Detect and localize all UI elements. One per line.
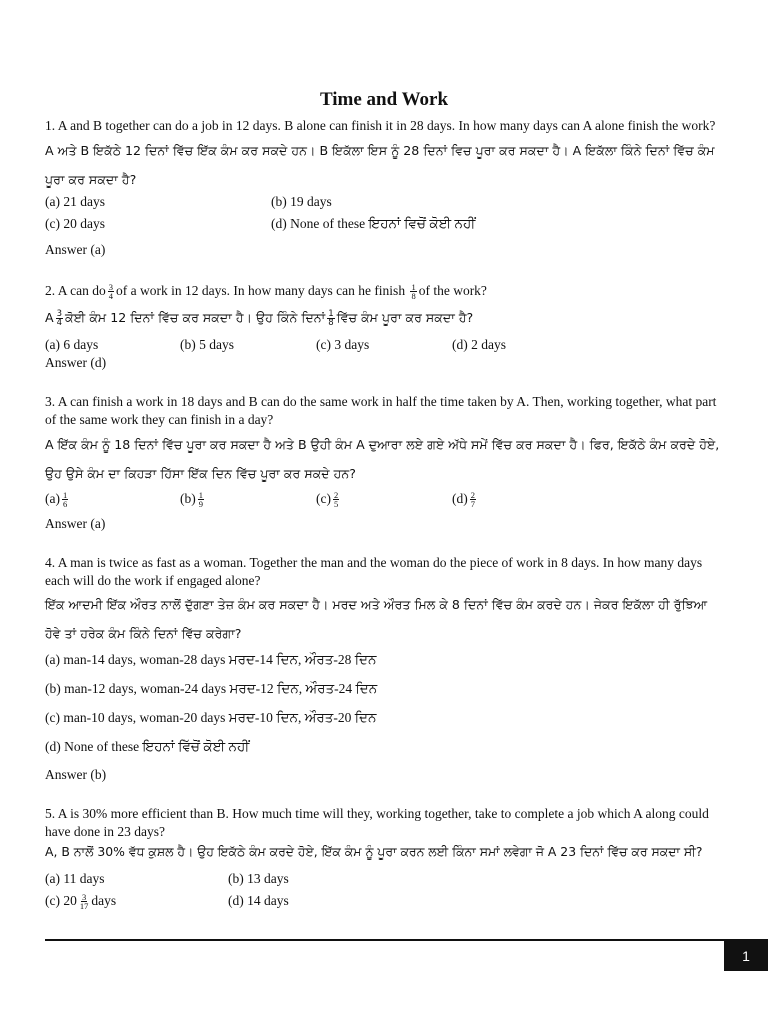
question-4-option-a: (a) man-14 days, woman-28 days ਮਰਦ-14 ਦਿਨ, ਔਰਤ-28 ਦਿਨ [45,652,377,667]
question-4-answer: Answer (b) [45,767,107,782]
question-2-option-a: (a) 6 days [45,337,99,352]
question-3-option-d: (d) $\frac{2}{7}$ [452,490,475,510]
question-2-option-d: (d) 2 days [452,337,506,352]
question-2-punjabi: A $\frac{3}{4}$ ਕੋਈ ਕੰਮ 12 ਦਿਨਾਂ ਵਿੱਚ ਕਰ ਸਕਦਾ ਹੈ। ਉਹ ਕਿੰਨੇ ਦਿਨਾਂ $\frac{1}{8}$ ਵਿੱਚ ਕੰਮ ਪੂਰਾ ਕਰ ਸਕਦਾ ਹੈ? [45,309,474,328]
fraction: $\frac{2}{7}$ [470,490,475,510]
question-3-answer: Answer (a) [45,516,106,531]
question-1-english: 1. A and B together can do a job in 12 days. B alone can finish it in 28 days. In how many days can A alone finish the work? [45,118,716,133]
question-4-option-d: (d) None of these ਇਹਨਾਂ ਵਿੱਚੋਂ ਕੋਈ ਨਹੀਂ [45,739,250,754]
question-1-answer: Answer (a) [45,242,106,257]
question-4-english: 4. A man is twice as fast as a woman. Together the man and the woman do the piece of work in 8 days. In how many days each will do the work if engaged alone? [45,555,703,588]
question-1-punjabi: A ਅਤੇ B ਇਕੱਠੇ 12 ਦਿਨਾਂ ਵਿੱਚ ਇੱਕ ਕੰਮ ਕਰ ਸਕਦੇ ਹਨ। B ਇਕੱਲਾ ਇਸ ਨੂੰ 28 ਦਿਨਾਂ ਵਿਚ ਪੂਰਾ ਕਰ ਸਕਦਾ ਹੈ। A ਇਕੱਲਾ ਕਿੰਨੇ ਦਿਨਾਂ ਵਿੱਚ ਕੰਮ ਪੂਰਾ ਕਰ ਸਕਦਾ ਹੈ? [45,143,715,187]
fraction: $\frac{1}{6}$ [62,490,68,510]
fraction: $\frac{2}{5}$ [333,490,339,510]
fraction: $\frac{1}{8}$ [411,282,416,302]
question-5-option-a: (a) 11 days [45,871,105,886]
question-2-option-b: (b) 5 days [180,337,234,352]
question-5-english: 5. A is 30% more efficient than B. How much time will they, working together, take to complete a job which A along could have done in 23 days? [45,806,709,839]
question-3-english: 3. A can finish a work in 18 days and B can do the same work in half the time taken by A. Then, working together, what part of the same work they can finish in a day? [45,394,717,427]
question-5-option-c: (c) 20 $\frac{3}{17}$ days [45,892,117,912]
question-1-option-d: (d) None of these ਇਹਨਾਂ ਵਿਚੋਂ ਕੋਈ ਨਹੀਂ [271,216,476,231]
page-number: 1 [724,940,768,971]
footer-rule [45,939,768,941]
question-4-option-c: (c) man-10 days, woman-20 days ਮਰਦ-10 ਦਿਨ, ਔਰਤ-20 ਦਿਨ [45,710,377,725]
fraction: $\frac{3}{4}$ [56,309,63,328]
question-2-english: 2. A can do $\frac{3}{4}$ of a work in 12 days. In how many days can he finish $\frac{1}{8}$ of the work? [45,282,487,302]
question-5-punjabi: A, B ਨਾਲੋਂ 30% ਵੱਧ ਕੁਸ਼ਲ ਹੈ। ਉਹ ਇਕੱਠੇ ਕੰਮ ਕਰਦੇ ਹੋਏ, ਇੱਕ ਕੰਮ ਨੂੰ ਪੂਰਾ ਕਰਨ ਲਈ ਕਿੰਨਾ ਸਮਾਂ ਲਵੇਗਾ ਜੋ A 23 ਦਿਨਾਂ ਵਿੱਚ ਕਰ ਸਕਦਾ ਸੀ? [45,844,703,859]
question-5-option-d: (d) 14 days [228,893,289,908]
question-2-option-c: (c) 3 days [316,337,370,352]
fraction: $\frac{1}{9}$ [198,490,203,510]
question-5-option-b: (b) 13 days [228,871,289,886]
question-4-option-b: (b) man-12 days, woman-24 days ਮਰਦ-12 ਦਿਨ, ਔਰਤ-24 ਦਿਨ [45,681,378,696]
question-4-punjabi: ਇੱਕ ਆਦਮੀ ਇੱਕ ਔਰਤ ਨਾਲੋਂ ਦੁੱਗਣਾ ਤੇਜ਼ ਕੰਮ ਕਰ ਸਕਦਾ ਹੈ। ਮਰਦ ਅਤੇ ਔਰਤ ਮਿਲ ਕੇ 8 ਦਿਨਾਂ ਵਿੱਚ ਕੰਮ ਕਰਦੇ ਹਨ। ਜੇਕਰ ਇਕੱਲਾ ਹੀ ਰੁੱਝਿਆ ਹੋਵੇ ਤਾਂ ਹਰੇਕ ਕੰਮ ਕਿੰਨੇ ਦਿਨਾਂ ਵਿੱਚ ਕਰੇਗਾ? [45,597,708,641]
fraction: $\frac{1}{8}$ [328,309,334,328]
question-1-option-b: (b) 19 days [271,194,332,209]
question-3-option-b: (b) $\frac{1}{9}$ [180,490,203,510]
question-1-option-c: (c) 20 days [45,216,105,231]
page-title: Time and Work [319,89,449,110]
question-3-option-a: (a) $\frac{1}{6}$ [45,490,68,510]
question-1-option-a: (a) 21 days [45,194,105,209]
question-2-answer: Answer (d) [45,355,107,370]
fraction: $\frac{3}{4}$ [108,282,113,302]
fraction: $\frac{3}{17}$ [79,892,89,912]
question-3-punjabi: A ਇੱਕ ਕੰਮ ਨੂੰ 18 ਦਿਨਾਂ ਵਿੱਚ ਪੂਰਾ ਕਰ ਸਕਦਾ ਹੈ ਅਤੇ B ਉਹੀ ਕੰਮ A ਦੁਆਰਾ ਲਏ ਗਏ ਅੱਧੇ ਸਮੇਂ ਵਿੱਚ ਕਰ ਸਕਦਾ ਹੈ। ਫਿਰ, ਇਕੱਠੇ ਕੰਮ ਕਰਦੇ ਹੋਏ, ਉਹ ਉਸੇ ਕੰਮ ਦਾ ਕਿਹੜਾ ਹਿੱਸਾ ਇੱਕ ਦਿਨ ਵਿੱਚ ਪੂਰਾ ਕਰ ਸਕਦੇ ਹਨ? [45,437,720,481]
question-3-option-c: (c) $\frac{2}{5}$ [316,490,339,510]
